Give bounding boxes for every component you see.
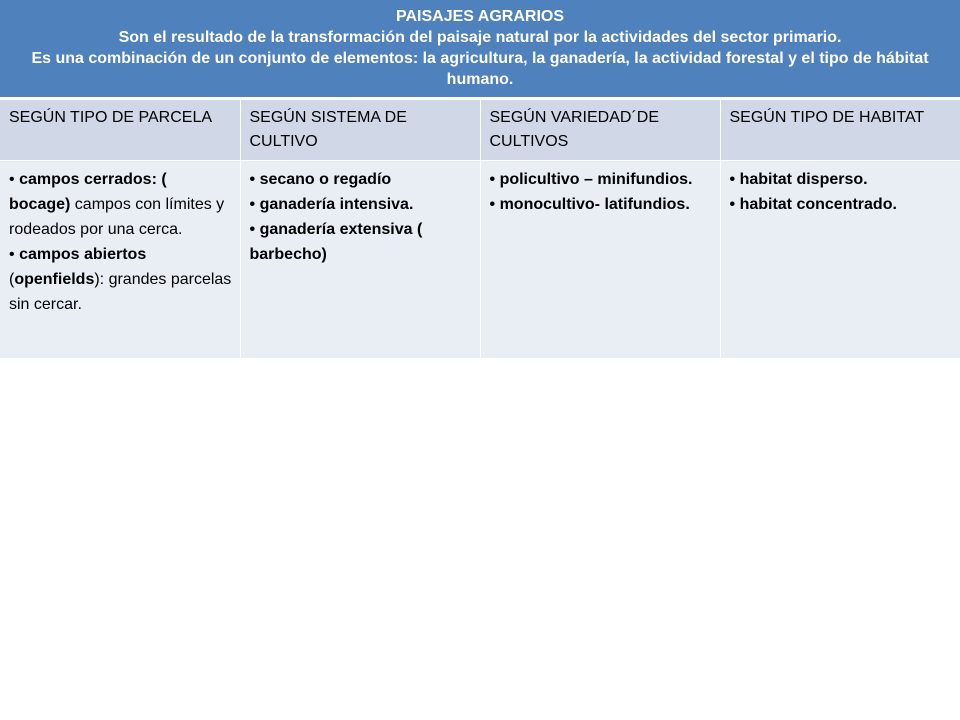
list-item xyxy=(250,167,472,192)
list-item xyxy=(490,167,712,192)
cell-parcela xyxy=(0,160,240,358)
col-head-parcela: SEGÚN TIPO DE PARCELA xyxy=(0,98,240,160)
bullet-icon: • xyxy=(249,220,256,238)
cultivo-item3: ganadería extensiva ( barbecho) xyxy=(249,220,423,263)
bullet-icon: • xyxy=(249,170,256,188)
cell-cultivo xyxy=(240,160,480,358)
bullet-icon: • xyxy=(9,245,15,263)
col-head-habitat: SEGÚN TIPO DE HABITAT xyxy=(720,98,960,160)
habitat-item1: habitat disperso. xyxy=(739,170,868,188)
habitat-list xyxy=(730,167,953,217)
parcela-item1-bold: campos cerrados: ( bocage) xyxy=(9,170,167,213)
list-item xyxy=(9,167,232,242)
header-line-1: Son el resultado de la transformación del paisaje natural por la actividades del sector primario. xyxy=(118,29,842,46)
list-item xyxy=(250,192,472,217)
habitat-item2: habitat concentrado. xyxy=(739,195,897,213)
bullet-icon: • xyxy=(489,195,496,213)
parcela-item2-text-b: ): grandes parcelas sin cercar. xyxy=(9,270,232,313)
col-head-variedad: SEGÚN VARIEDAD´DE CULTIVOS xyxy=(480,98,720,160)
parcela-item2-text-a: ( xyxy=(9,270,15,288)
header-row xyxy=(0,0,960,98)
list-item xyxy=(9,242,232,317)
list-item xyxy=(730,192,953,217)
paisajes-table xyxy=(0,0,960,358)
bullet-icon: • xyxy=(249,195,256,213)
cultivo-item1: secano o regadío xyxy=(259,170,392,188)
col-head-cultivo: SEGÚN SISTEMA DE CULTIVO xyxy=(240,98,480,160)
cultivo-item2: ganadería intensiva. xyxy=(259,195,414,213)
parcela-list xyxy=(9,167,232,317)
cell-habitat xyxy=(720,160,960,358)
header-cell xyxy=(0,0,960,98)
parcela-item1-text: campos con límites y rodeados por una cerca. xyxy=(9,195,225,238)
bullet-icon: • xyxy=(729,195,736,213)
bullet-icon: • xyxy=(489,170,496,188)
variedad-item2: monocultivo- latifundios. xyxy=(499,195,690,213)
bullet-icon: • xyxy=(729,170,736,188)
list-item xyxy=(730,167,953,192)
variedad-list xyxy=(490,167,712,217)
list-item xyxy=(490,192,712,217)
header-line-2: Es una combinación de un conjunto de elementos: la agricultura, la ganadería, la actividad forestal y el tipo de hábitat humano. xyxy=(31,50,929,88)
parcela-item2-bold: campos abiertos xyxy=(19,245,147,263)
cell-variedad xyxy=(480,160,720,358)
header-title: PAISAJES AGRARIOS xyxy=(395,8,565,25)
cultivo-list xyxy=(250,167,472,267)
parcela-item2-bold2: openfields xyxy=(14,270,95,288)
list-item xyxy=(250,217,472,267)
variedad-item1: policultivo – minifundios. xyxy=(499,170,693,188)
column-header-row xyxy=(0,98,960,160)
bullet-icon: • xyxy=(9,170,15,188)
body-row xyxy=(0,160,960,358)
